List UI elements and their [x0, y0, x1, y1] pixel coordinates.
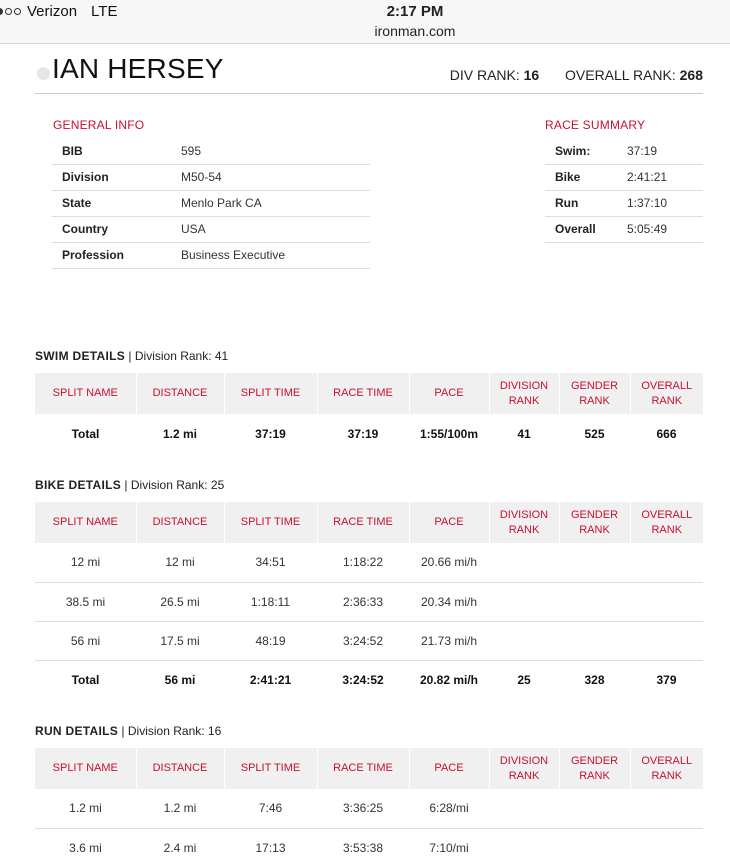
- cell-gender-rank: [559, 582, 630, 621]
- cell-distance: 12 mi: [136, 543, 224, 582]
- cell-pace: 6:28/mi: [409, 789, 489, 828]
- cell-overall-rank: [630, 828, 703, 867]
- column-header-split-time: SPLIT TIME: [224, 502, 317, 543]
- cell-pace: 20.34 mi/h: [409, 582, 489, 621]
- total-row: [35, 414, 703, 453]
- general-info-title: GENERAL INFO: [53, 118, 145, 132]
- column-header-pace: PACE: [409, 373, 489, 414]
- swim-splits-table: [35, 373, 703, 453]
- run-division-rank: Division Rank: 16: [127, 724, 222, 738]
- athlete-name: IAN HERSEY: [52, 53, 224, 84]
- cell-split-time: 48:19: [224, 621, 317, 660]
- cell-split-time: 7:46: [224, 789, 317, 828]
- status-time: 2:17 PM: [386, 3, 444, 20]
- column-header-race-time: RACE TIME: [317, 373, 409, 414]
- swim-details-heading: SWIM DETAILS: [35, 349, 126, 363]
- title-separator: |: [124, 478, 128, 492]
- general-info-row: [52, 164, 370, 190]
- cell-overall-rank: 666: [656, 426, 677, 441]
- title-separator: |: [128, 349, 132, 363]
- cell-race-time: 3:53:38: [317, 828, 409, 867]
- cell-split-name: 12 mi: [35, 543, 136, 582]
- carrier-label: Verizon: [27, 3, 78, 20]
- cell-split-name: 3.6 mi: [35, 828, 136, 867]
- race-summary-table: [545, 138, 703, 243]
- column-header-split-name: SPLIT NAME: [35, 502, 136, 543]
- column-header-race-time: RACE TIME: [317, 502, 409, 543]
- cell-race-time: 3:24:52: [342, 672, 384, 687]
- cell-gender-rank: 525: [584, 426, 605, 441]
- cell-pace: 7:10/mi: [409, 828, 489, 867]
- cell-overall-rank: [630, 582, 703, 621]
- column-header-gender-rank: GENDER RANK: [559, 373, 630, 414]
- bike-details-heading: BIKE DETAILS: [35, 478, 122, 492]
- cell-distance: 2.4 mi: [136, 828, 224, 867]
- split-row: [35, 543, 703, 582]
- cell-gender-rank: 328: [584, 672, 605, 687]
- race-summary-row: [545, 138, 703, 164]
- cell-race-time: 2:36:33: [317, 582, 409, 621]
- race-summary-label: Swim:: [545, 138, 627, 164]
- swim-division-rank: Division Rank: 41: [134, 349, 229, 363]
- general-info-value: Business Executive: [181, 242, 370, 268]
- swim-details-title: [35, 349, 228, 363]
- general-info-row: [52, 216, 370, 242]
- race-summary-row: [545, 164, 703, 190]
- race-summary-value: 37:19: [627, 138, 703, 164]
- cell-pace: 21.73 mi/h: [409, 621, 489, 660]
- cell-division-rank: [489, 828, 559, 867]
- run-details-heading: RUN DETAILS: [35, 724, 119, 738]
- split-row: [35, 828, 703, 867]
- column-header-split-time: SPLIT TIME: [224, 748, 317, 789]
- bike-splits-table: [35, 502, 703, 699]
- network-label: LTE: [91, 3, 118, 20]
- column-header-division-rank: DIVISION RANK: [489, 502, 559, 543]
- overall-rank-label: OVERALL RANK:: [565, 67, 676, 83]
- general-info-row: [52, 138, 370, 164]
- general-info-row: [52, 242, 370, 268]
- athlete-header: [35, 52, 703, 94]
- general-info-value: USA: [181, 216, 370, 242]
- cell-distance: 26.5 mi: [136, 582, 224, 621]
- cell-division-rank: [489, 789, 559, 828]
- div-rank-value: 16: [523, 67, 540, 83]
- cell-distance: 56 mi: [164, 672, 196, 687]
- cell-division-rank: [489, 543, 559, 582]
- general-info-label: Division: [52, 164, 181, 190]
- split-row: [35, 582, 703, 621]
- split-row: [35, 621, 703, 660]
- general-info-value: 595: [181, 138, 370, 164]
- cell-gender-rank: [559, 543, 630, 582]
- column-header-overall-rank: OVERALL RANK: [630, 373, 703, 414]
- race-summary-row: [545, 216, 703, 242]
- cell-pace: 1:55/100m: [419, 426, 479, 441]
- run-splits-table: [35, 748, 703, 867]
- race-summary-value: 2:41:21: [627, 164, 703, 190]
- column-header-overall-rank: OVERALL RANK: [630, 502, 703, 543]
- cell-split-time: 17:13: [224, 828, 317, 867]
- status-bar: [0, 0, 730, 44]
- split-row: [35, 789, 703, 828]
- column-header-split-time: SPLIT TIME: [224, 373, 317, 414]
- column-header-overall-rank: OVERALL RANK: [630, 748, 703, 789]
- cell-overall-rank: [630, 543, 703, 582]
- cell-split-name: 1.2 mi: [35, 789, 136, 828]
- cell-race-time: 3:24:52: [317, 621, 409, 660]
- cell-pace: 20.66 mi/h: [409, 543, 489, 582]
- cell-race-time: 3:36:25: [317, 789, 409, 828]
- column-header-distance: DISTANCE: [136, 502, 224, 543]
- overall-rank-value: 268: [679, 67, 703, 83]
- cell-split-name: Total: [71, 426, 100, 441]
- cell-distance: 1.2 mi: [162, 426, 198, 441]
- column-header-gender-rank: GENDER RANK: [559, 502, 630, 543]
- race-summary-row: [545, 190, 703, 216]
- address-bar[interactable]: ironman.com: [374, 23, 456, 39]
- cell-division-rank: [489, 582, 559, 621]
- general-info-label: Profession: [52, 242, 181, 268]
- avatar: [37, 67, 50, 80]
- cell-split-time: 2:41:21: [249, 672, 292, 687]
- cell-split-time: 34:51: [224, 543, 317, 582]
- cell-overall-rank: 379: [656, 672, 677, 687]
- div-rank-label: DIV RANK:: [449, 67, 520, 83]
- general-info-label: State: [52, 190, 181, 216]
- race-summary-label: Run: [545, 190, 627, 216]
- total-row: [35, 660, 703, 699]
- general-info-value: M50-54: [181, 164, 370, 190]
- title-separator: |: [121, 724, 125, 738]
- general-info-label: Country: [52, 216, 181, 242]
- column-header-race-time: RACE TIME: [317, 748, 409, 789]
- cell-race-time: 1:18:22: [317, 543, 409, 582]
- bike-division-rank: Division Rank: 25: [130, 478, 225, 492]
- cell-split-time: 37:19: [255, 426, 286, 441]
- cell-overall-rank: [630, 621, 703, 660]
- column-header-split-name: SPLIT NAME: [35, 373, 136, 414]
- cell-division-rank: 41: [517, 426, 531, 441]
- cell-gender-rank: [559, 828, 630, 867]
- column-header-division-rank: DIVISION RANK: [489, 373, 559, 414]
- race-summary-value: 1:37:10: [627, 190, 703, 216]
- cell-gender-rank: [559, 789, 630, 828]
- column-header-split-name: SPLIT NAME: [35, 748, 136, 789]
- cell-division-rank: 25: [517, 672, 531, 687]
- race-summary-value: 5:05:49: [627, 216, 703, 242]
- cell-distance: 17.5 mi: [136, 621, 224, 660]
- general-info-table: [52, 138, 370, 269]
- cell-gender-rank: [559, 621, 630, 660]
- race-summary-label: Bike: [545, 164, 627, 190]
- cell-split-name: 38.5 mi: [35, 582, 136, 621]
- cell-distance: 1.2 mi: [136, 789, 224, 828]
- column-header-division-rank: DIVISION RANK: [489, 748, 559, 789]
- cell-split-time: 1:18:11: [224, 582, 317, 621]
- cell-division-rank: [489, 621, 559, 660]
- race-summary-title: RACE SUMMARY: [545, 118, 646, 132]
- general-info-value: Menlo Park CA: [181, 190, 370, 216]
- rank-summary: [450, 67, 703, 83]
- run-details-title: [35, 724, 221, 738]
- cell-split-name: 56 mi: [35, 621, 136, 660]
- bike-details-title: [35, 478, 224, 492]
- column-header-distance: DISTANCE: [136, 373, 224, 414]
- column-header-gender-rank: GENDER RANK: [559, 748, 630, 789]
- cell-split-name: Total: [71, 672, 100, 687]
- column-header-distance: DISTANCE: [136, 748, 224, 789]
- cell-pace: 20.82 mi/h: [419, 672, 479, 687]
- race-summary-label: Overall: [545, 216, 627, 242]
- cell-race-time: 37:19: [347, 426, 379, 441]
- general-info-label: BIB: [52, 138, 181, 164]
- column-header-pace: PACE: [409, 748, 489, 789]
- cell-overall-rank: [630, 789, 703, 828]
- column-header-pace: PACE: [409, 502, 489, 543]
- general-info-row: [52, 190, 370, 216]
